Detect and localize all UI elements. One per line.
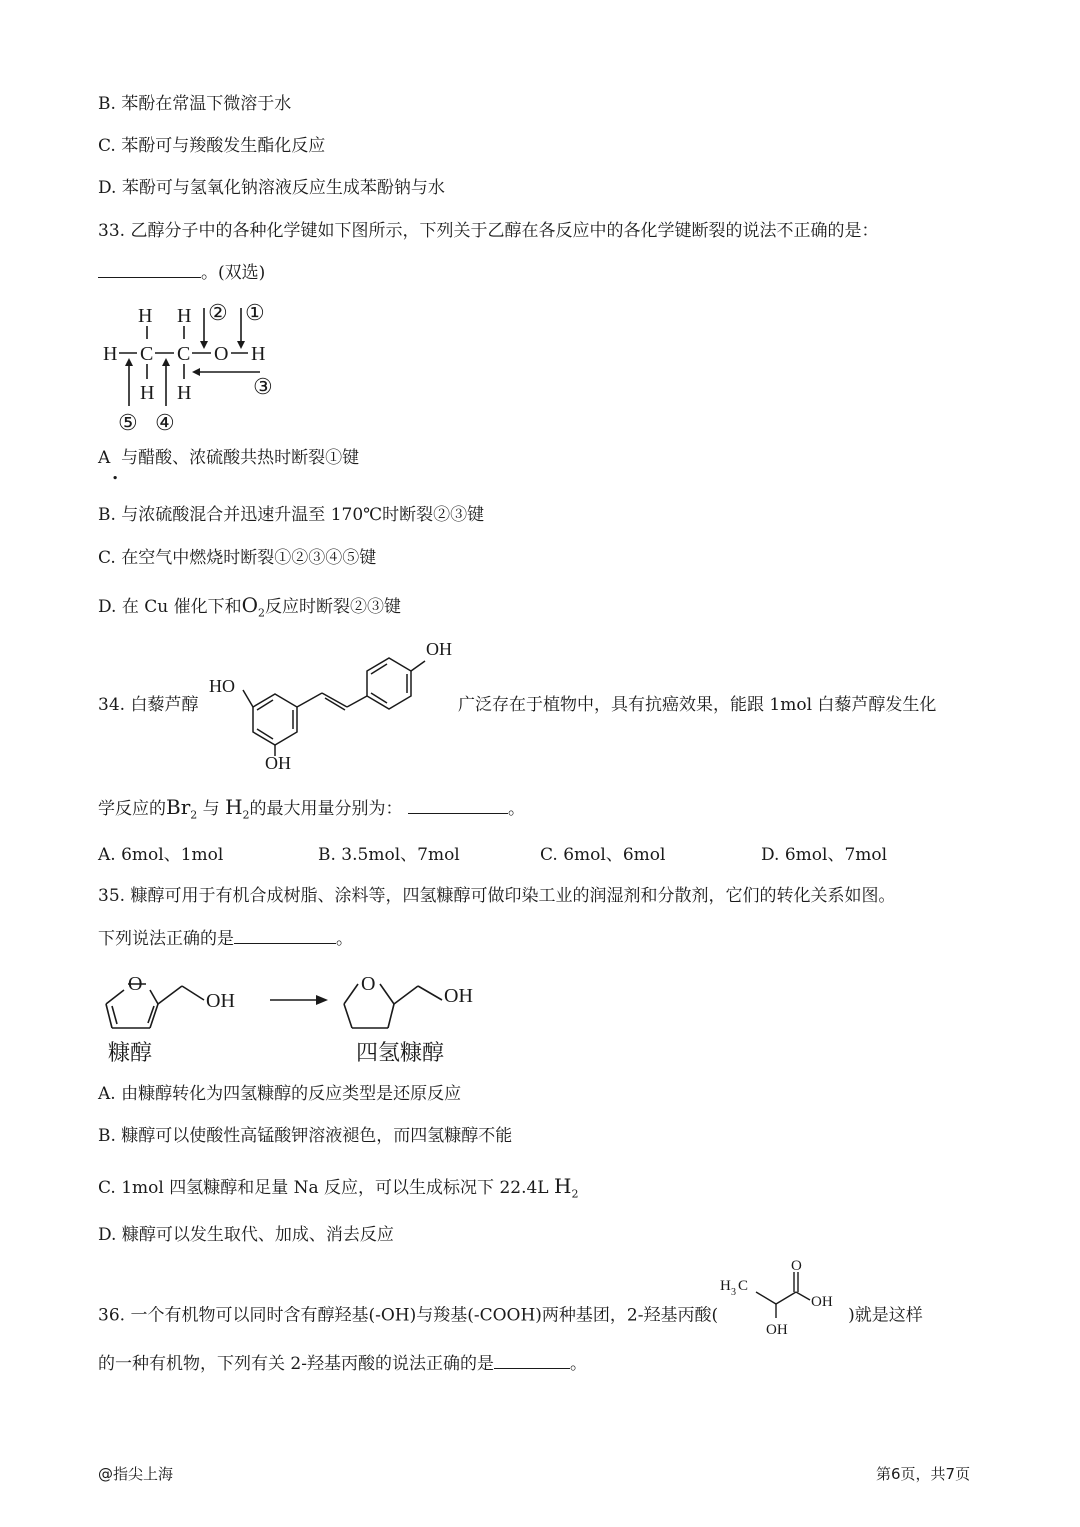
hydroxyl-oh: OH bbox=[766, 1322, 788, 1338]
answer-blank bbox=[494, 1352, 570, 1369]
q34-option-c: C. 6mol、6mol bbox=[540, 845, 666, 865]
q35-option-c: C. 1mol 四氢糠醇和足量 Na 反应，可以生成标况下 22.4L $H_2$ bbox=[98, 1174, 579, 1201]
atom-h: H bbox=[138, 305, 153, 327]
bond-label-4: ④ bbox=[155, 410, 175, 435]
q35-stem-line2: 下列说法正确的是 。 bbox=[98, 929, 353, 949]
q35-stem: 35. 糠醇可用于有机合成树脂、涂料等，四氢糠醇可做印染工业的润湿剂和分散剂，它们的转化关系如图。 bbox=[98, 886, 896, 906]
q34-option-b: B. 3.5mol、7mol bbox=[318, 845, 460, 865]
q34-stem-line2: 学反应的$Br_2$ 与 $H_2$的最大用量分别为： 。 bbox=[98, 795, 525, 822]
bond-label-3: ③ bbox=[253, 374, 273, 399]
methyl-c: C bbox=[738, 1278, 749, 1294]
thf-oh: OH bbox=[444, 985, 473, 1007]
q33-stem: 33. 乙醇分子中的各种化学键如下图所示，下列关于乙醇在各反应中的各化学键断裂的说法不正确的是： bbox=[98, 221, 879, 241]
name-furfuryl-alcohol: 糠醇 bbox=[108, 1040, 153, 1065]
atom-h: H bbox=[177, 305, 192, 327]
answer-blank bbox=[234, 927, 336, 944]
q32-option-b: B. 苯酚在常温下微溶于水 bbox=[98, 94, 292, 114]
q35-option-d: D. 糠醇可以发生取代、加成、消去反应 bbox=[98, 1225, 394, 1245]
furan-oxygen: O bbox=[128, 973, 143, 995]
bond-label-5: ⑤ bbox=[118, 410, 138, 435]
atom-h: H bbox=[177, 382, 192, 404]
atom-h: H bbox=[140, 382, 155, 404]
q34-option-d: D. 6mol、7mol bbox=[761, 845, 888, 865]
answer-blank bbox=[98, 261, 201, 278]
footer-page-number: 第6页，共7页 bbox=[876, 1465, 971, 1483]
furfuryl-oh: OH bbox=[206, 990, 235, 1012]
bond-label-1: ① bbox=[245, 300, 265, 325]
label-oh-top: OH bbox=[426, 639, 452, 659]
bond-label-2: ② bbox=[208, 300, 228, 325]
atom-h: H bbox=[251, 343, 266, 365]
thf-oxygen: O bbox=[361, 973, 376, 995]
q34-stem-pre: 34. 白藜芦醇 bbox=[98, 695, 199, 715]
q33-option-a: A 与醋酸、浓硫酸共热时断裂①键 bbox=[98, 448, 360, 468]
q33-option-b: B. 与浓硫酸混合并迅速升温至 170℃时断裂②③键 bbox=[98, 505, 485, 525]
atom-c: C bbox=[140, 343, 154, 365]
q32-option-c: C. 苯酚可与羧酸发生酯化反应 bbox=[98, 136, 326, 156]
atom-h: H bbox=[103, 343, 118, 365]
q33-option-a-dot: . bbox=[112, 463, 119, 484]
q36-stem: 36. 一个有机物可以同时含有醇羟基(-OH)与羧基(-COOH)两种基团，2-羟基丙酸( H 3 C O OH OH )就是这样 bbox=[98, 1288, 923, 1344]
q34-stem-post: 广泛存在于植物中，具有抗癌效果，能跟 1mol 白藜芦醇发生化 bbox=[458, 695, 937, 715]
methyl-sub: 3 bbox=[731, 1287, 737, 1298]
q35-option-b: B. 糠醇可以使酸性高锰酸钾溶液褪色，而四氢糠醇不能 bbox=[98, 1126, 513, 1146]
furfuryl-alcohol-conversion bbox=[98, 962, 498, 1072]
answer-blank bbox=[408, 797, 508, 814]
q36-stem-line2: 的一种有机物，下列有关 2-羟基丙酸的说法正确的是 。 bbox=[98, 1354, 587, 1374]
label-ho: HO bbox=[209, 676, 235, 696]
resveratrol-structure bbox=[205, 634, 460, 774]
atom-o: O bbox=[214, 343, 229, 365]
atom-c: C bbox=[177, 343, 191, 365]
label-oh-bottom: OH bbox=[265, 753, 291, 773]
q33-option-c: C. 在空气中燃烧时断裂①②③④⑤键 bbox=[98, 548, 377, 568]
methyl-h: H bbox=[720, 1278, 731, 1294]
q32-option-d: D. 苯酚可与氢氧化钠溶液反应生成苯酚钠与水 bbox=[98, 178, 445, 198]
footer-source: @指尖上海 bbox=[98, 1465, 174, 1483]
carboxyl-oh: OH bbox=[811, 1294, 833, 1310]
carbonyl-o: O bbox=[791, 1258, 802, 1274]
q35-option-a: A. 由糠醇转化为四氢糠醇的反应类型是还原反应 bbox=[98, 1084, 462, 1104]
q34-option-a: A. 6mol、1mol bbox=[98, 845, 224, 865]
name-tetrahydrofurfuryl-alcohol: 四氢糠醇 bbox=[356, 1040, 445, 1065]
q33-option-d: D. 在 Cu 催化下和$O_2$反应时断裂②③键 bbox=[98, 593, 402, 620]
q33-answer-line: 。(双选) bbox=[98, 261, 265, 285]
ethanol-bond-diagram bbox=[98, 298, 283, 438]
lactic-acid-structure bbox=[718, 1258, 848, 1344]
